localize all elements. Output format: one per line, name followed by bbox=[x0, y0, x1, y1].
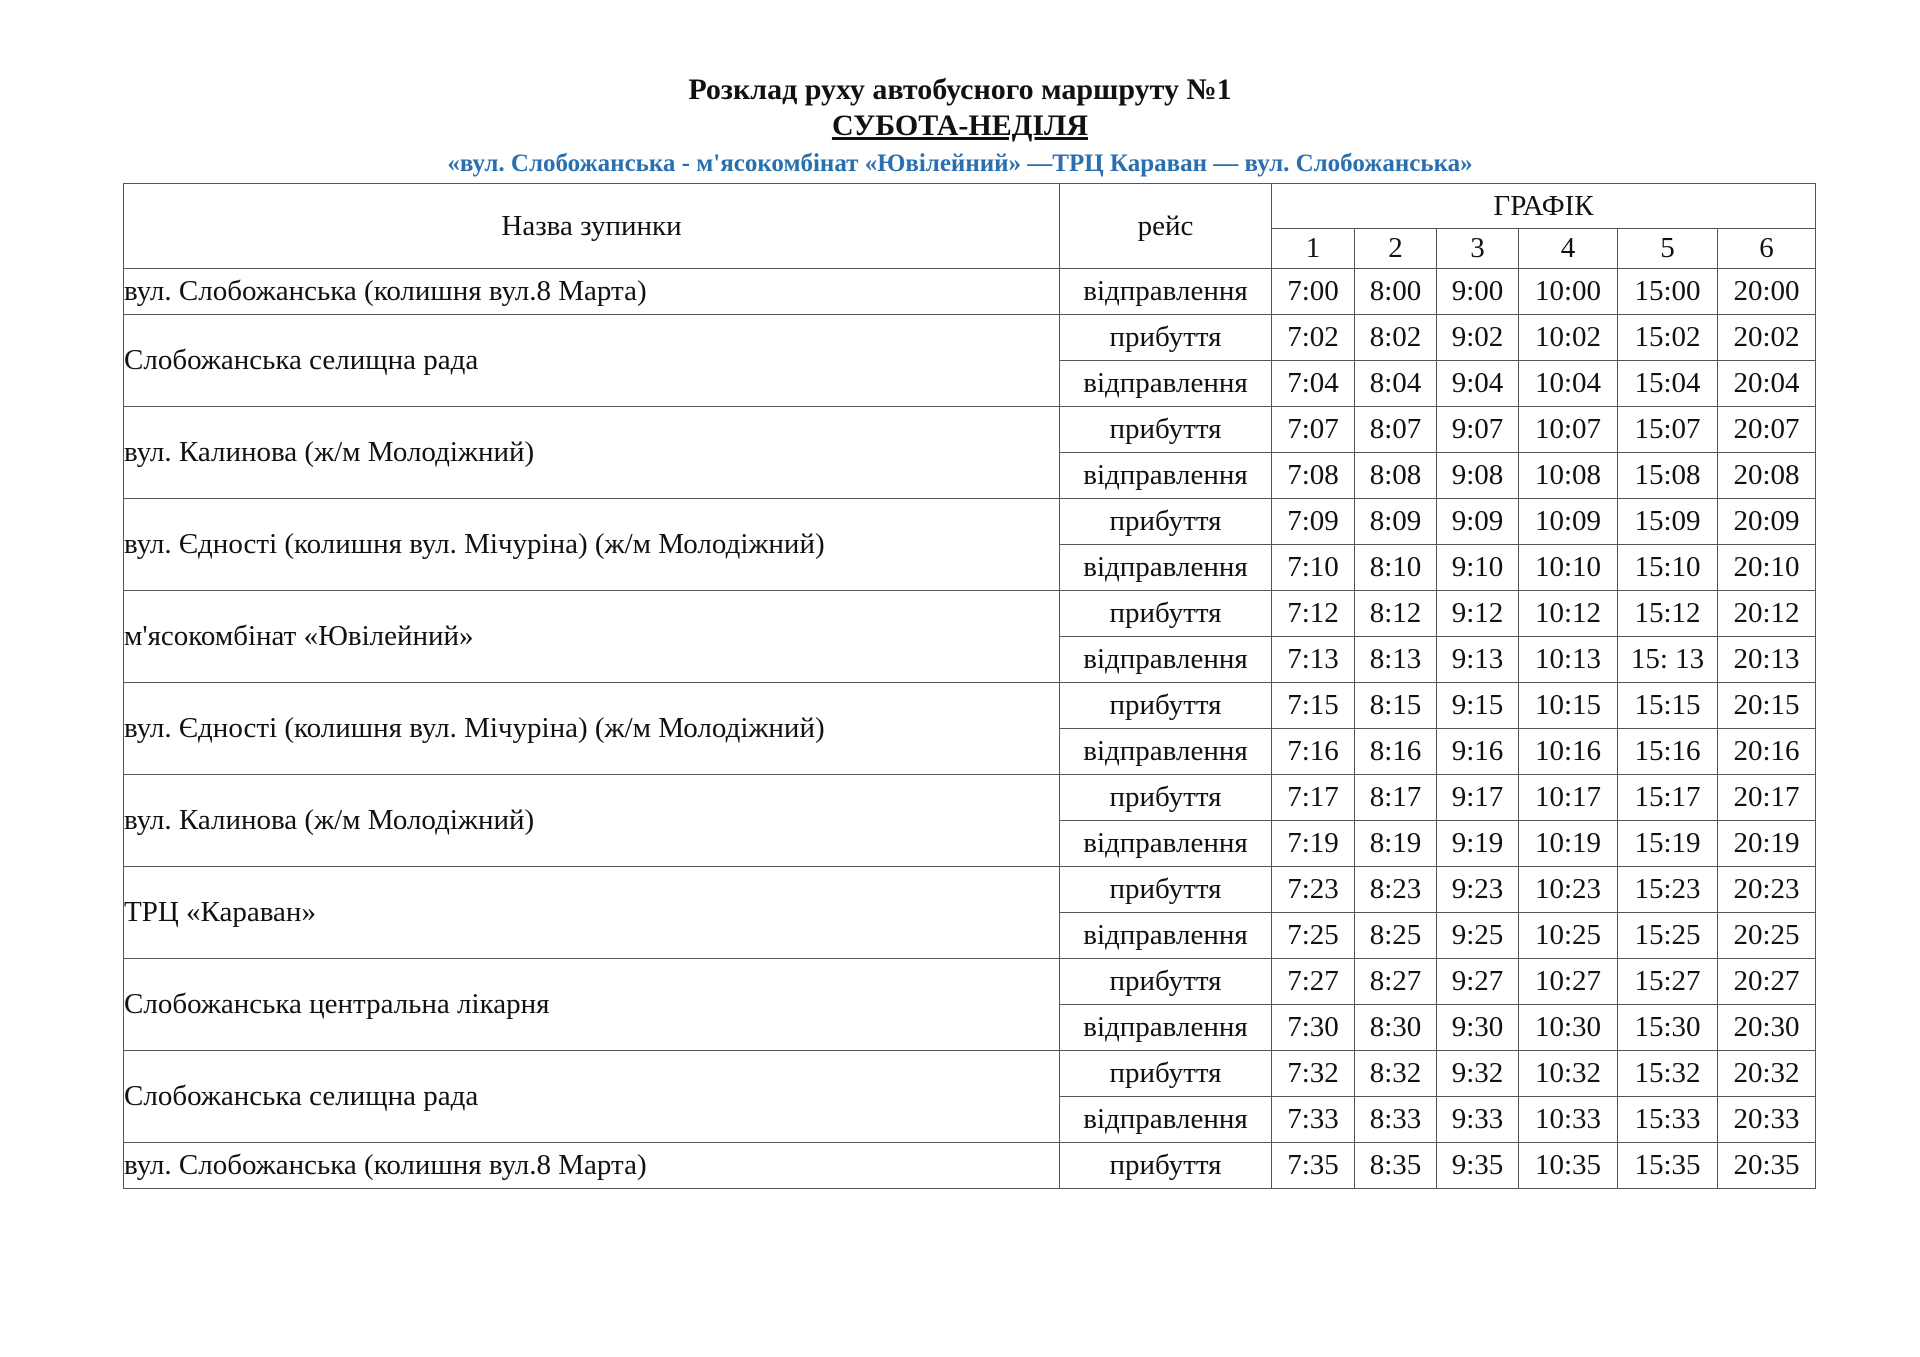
time-cell: 15:08 bbox=[1618, 453, 1718, 499]
time-cell: 10:12 bbox=[1519, 591, 1618, 637]
time-cell: 8:02 bbox=[1355, 315, 1437, 361]
time-cell: 7:23 bbox=[1272, 867, 1355, 913]
time-cell: 7:08 bbox=[1272, 453, 1355, 499]
time-cell: 20:07 bbox=[1718, 407, 1816, 453]
stop-name: ТРЦ «Караван» bbox=[124, 867, 1060, 959]
time-cell: 15:27 bbox=[1618, 959, 1718, 1005]
schedule-table bbox=[123, 183, 1816, 1189]
time-cell: 20:00 bbox=[1718, 269, 1816, 315]
table-row bbox=[124, 1143, 1816, 1189]
table-row bbox=[124, 407, 1816, 453]
time-cell: 20:12 bbox=[1718, 591, 1816, 637]
stop-name: м'ясокомбінат «Ювілейний» bbox=[124, 591, 1060, 683]
trip-type: прибуття bbox=[1060, 959, 1272, 1005]
time-cell: 8:33 bbox=[1355, 1097, 1437, 1143]
time-cell: 20:02 bbox=[1718, 315, 1816, 361]
time-cell: 20:17 bbox=[1718, 775, 1816, 821]
table-row bbox=[124, 775, 1816, 821]
time-cell: 8:10 bbox=[1355, 545, 1437, 591]
schedule-body bbox=[124, 269, 1816, 1189]
time-cell: 10:04 bbox=[1519, 361, 1618, 407]
trip-type: відправлення bbox=[1060, 453, 1272, 499]
table-row bbox=[124, 499, 1816, 545]
route-description: «вул. Слобожанська - м'ясокомбінат «Ювілейний» —ТРЦ Караван — вул. Слобожанська» bbox=[447, 150, 1473, 177]
trip-type: відправлення bbox=[1060, 821, 1272, 867]
time-cell: 8:27 bbox=[1355, 959, 1437, 1005]
header-stop-name: Назва зупинки bbox=[124, 184, 1060, 269]
time-cell: 9:32 bbox=[1437, 1051, 1519, 1097]
time-cell: 20:16 bbox=[1718, 729, 1816, 775]
time-cell: 7:16 bbox=[1272, 729, 1355, 775]
time-cell: 10:07 bbox=[1519, 407, 1618, 453]
time-cell: 9:30 bbox=[1437, 1005, 1519, 1051]
time-cell: 20:30 bbox=[1718, 1005, 1816, 1051]
trip-type: прибуття bbox=[1060, 683, 1272, 729]
time-cell: 10:16 bbox=[1519, 729, 1618, 775]
time-cell: 20:32 bbox=[1718, 1051, 1816, 1097]
stop-name: вул. Слобожанська (колишня вул.8 Марта) bbox=[124, 1143, 1060, 1189]
trip-type: відправлення bbox=[1060, 637, 1272, 683]
time-cell: 8:30 bbox=[1355, 1005, 1437, 1051]
time-cell: 9:19 bbox=[1437, 821, 1519, 867]
time-cell: 15:09 bbox=[1618, 499, 1718, 545]
time-cell: 15:35 bbox=[1618, 1143, 1718, 1189]
time-cell: 8:23 bbox=[1355, 867, 1437, 913]
time-cell: 10:33 bbox=[1519, 1097, 1618, 1143]
time-cell: 7:30 bbox=[1272, 1005, 1355, 1051]
document-subtitle: СУБОТА-НЕДІЛЯ bbox=[831, 109, 1089, 142]
time-cell: 7:33 bbox=[1272, 1097, 1355, 1143]
time-cell: 7:12 bbox=[1272, 591, 1355, 637]
trip-type: відправлення bbox=[1060, 545, 1272, 591]
trip-type: відправлення bbox=[1060, 1005, 1272, 1051]
time-cell: 15:12 bbox=[1618, 591, 1718, 637]
time-cell: 9:27 bbox=[1437, 959, 1519, 1005]
time-cell: 15:19 bbox=[1618, 821, 1718, 867]
trip-type: прибуття bbox=[1060, 867, 1272, 913]
time-cell: 15:02 bbox=[1618, 315, 1718, 361]
trip-type: прибуття bbox=[1060, 1143, 1272, 1189]
time-cell: 10:00 bbox=[1519, 269, 1618, 315]
time-cell: 8:16 bbox=[1355, 729, 1437, 775]
header-schedule-number: 3 bbox=[1437, 229, 1519, 269]
time-cell: 8:09 bbox=[1355, 499, 1437, 545]
time-cell: 7:09 bbox=[1272, 499, 1355, 545]
time-cell: 20:09 bbox=[1718, 499, 1816, 545]
stop-name: вул. Калинова (ж/м Молодіжний) bbox=[124, 775, 1060, 867]
time-cell: 10:25 bbox=[1519, 913, 1618, 959]
time-cell: 9:35 bbox=[1437, 1143, 1519, 1189]
time-cell: 8:19 bbox=[1355, 821, 1437, 867]
time-cell: 9:12 bbox=[1437, 591, 1519, 637]
trip-type: прибуття bbox=[1060, 591, 1272, 637]
time-cell: 9:17 bbox=[1437, 775, 1519, 821]
header-schedule: ГРАФІК bbox=[1272, 184, 1816, 229]
trip-type: відправлення bbox=[1060, 361, 1272, 407]
time-cell: 20:04 bbox=[1718, 361, 1816, 407]
header-schedule-number: 5 bbox=[1618, 229, 1718, 269]
time-cell: 10:27 bbox=[1519, 959, 1618, 1005]
time-cell: 10:19 bbox=[1519, 821, 1618, 867]
time-cell: 8:32 bbox=[1355, 1051, 1437, 1097]
table-row bbox=[124, 315, 1816, 361]
time-cell: 9:15 bbox=[1437, 683, 1519, 729]
time-cell: 20:35 bbox=[1718, 1143, 1816, 1189]
time-cell: 15:10 bbox=[1618, 545, 1718, 591]
time-cell: 8:00 bbox=[1355, 269, 1437, 315]
trip-type: прибуття bbox=[1060, 1051, 1272, 1097]
time-cell: 15:07 bbox=[1618, 407, 1718, 453]
trip-type: відправлення bbox=[1060, 1097, 1272, 1143]
document-title: Розклад руху автобусного маршруту №1 bbox=[688, 73, 1232, 106]
trip-type: прибуття bbox=[1060, 499, 1272, 545]
time-cell: 8:17 bbox=[1355, 775, 1437, 821]
time-cell: 20:08 bbox=[1718, 453, 1816, 499]
time-cell: 10:10 bbox=[1519, 545, 1618, 591]
time-cell: 15:17 bbox=[1618, 775, 1718, 821]
time-cell: 15:00 bbox=[1618, 269, 1718, 315]
trip-type: відправлення bbox=[1060, 269, 1272, 315]
time-cell: 20:19 bbox=[1718, 821, 1816, 867]
time-cell: 9:16 bbox=[1437, 729, 1519, 775]
time-cell: 7:27 bbox=[1272, 959, 1355, 1005]
table-row bbox=[124, 1051, 1816, 1097]
time-cell: 9:08 bbox=[1437, 453, 1519, 499]
trip-type: прибуття bbox=[1060, 315, 1272, 361]
time-cell: 15:04 bbox=[1618, 361, 1718, 407]
table-row bbox=[124, 867, 1816, 913]
time-cell: 10:02 bbox=[1519, 315, 1618, 361]
trip-type: прибуття bbox=[1060, 775, 1272, 821]
time-cell: 20:27 bbox=[1718, 959, 1816, 1005]
time-cell: 7:25 bbox=[1272, 913, 1355, 959]
time-cell: 10:30 bbox=[1519, 1005, 1618, 1051]
time-cell: 7:17 bbox=[1272, 775, 1355, 821]
trip-type: прибуття bbox=[1060, 407, 1272, 453]
time-cell: 20:10 bbox=[1718, 545, 1816, 591]
time-cell: 10:35 bbox=[1519, 1143, 1618, 1189]
stop-name: Слобожанська селищна рада bbox=[124, 1051, 1060, 1143]
time-cell: 8:15 bbox=[1355, 683, 1437, 729]
stop-name: вул. Слобожанська (колишня вул.8 Марта) bbox=[124, 269, 1060, 315]
time-cell: 15:30 bbox=[1618, 1005, 1718, 1051]
time-cell: 20:15 bbox=[1718, 683, 1816, 729]
time-cell: 10:32 bbox=[1519, 1051, 1618, 1097]
time-cell: 15:15 bbox=[1618, 683, 1718, 729]
trip-type: відправлення bbox=[1060, 913, 1272, 959]
time-cell: 10:09 bbox=[1519, 499, 1618, 545]
time-cell: 7:13 bbox=[1272, 637, 1355, 683]
time-cell: 15:16 bbox=[1618, 729, 1718, 775]
time-cell: 9:23 bbox=[1437, 867, 1519, 913]
time-cell: 9:25 bbox=[1437, 913, 1519, 959]
time-cell: 8:25 bbox=[1355, 913, 1437, 959]
header-trip: рейс bbox=[1060, 184, 1272, 269]
time-cell: 9:07 bbox=[1437, 407, 1519, 453]
table-row bbox=[124, 591, 1816, 637]
time-cell: 10:08 bbox=[1519, 453, 1618, 499]
time-cell: 7:19 bbox=[1272, 821, 1355, 867]
time-cell: 7:07 bbox=[1272, 407, 1355, 453]
stop-name: вул. Єдності (колишня вул. Мічуріна) (ж/м Молодіжний) bbox=[124, 499, 1060, 591]
time-cell: 7:02 bbox=[1272, 315, 1355, 361]
time-cell: 9:02 bbox=[1437, 315, 1519, 361]
header-schedule-number: 6 bbox=[1718, 229, 1816, 269]
time-cell: 8:13 bbox=[1355, 637, 1437, 683]
time-cell: 9:33 bbox=[1437, 1097, 1519, 1143]
table-row bbox=[124, 959, 1816, 1005]
time-cell: 9:09 bbox=[1437, 499, 1519, 545]
time-cell: 9:10 bbox=[1437, 545, 1519, 591]
time-cell: 9:04 bbox=[1437, 361, 1519, 407]
time-cell: 8:35 bbox=[1355, 1143, 1437, 1189]
time-cell: 20:23 bbox=[1718, 867, 1816, 913]
time-cell: 20:13 bbox=[1718, 637, 1816, 683]
time-cell: 20:33 bbox=[1718, 1097, 1816, 1143]
stop-name: вул. Єдності (колишня вул. Мічуріна) (ж/м Молодіжний) bbox=[124, 683, 1060, 775]
table-row bbox=[124, 269, 1816, 315]
time-cell: 8:12 bbox=[1355, 591, 1437, 637]
header-schedule-number: 2 bbox=[1355, 229, 1437, 269]
time-cell: 7:35 bbox=[1272, 1143, 1355, 1189]
time-cell: 15:23 bbox=[1618, 867, 1718, 913]
header-schedule-number: 4 bbox=[1519, 229, 1618, 269]
time-cell: 15:32 bbox=[1618, 1051, 1718, 1097]
time-cell: 15:33 bbox=[1618, 1097, 1718, 1143]
time-cell: 7:04 bbox=[1272, 361, 1355, 407]
time-cell: 7:00 bbox=[1272, 269, 1355, 315]
time-cell: 8:04 bbox=[1355, 361, 1437, 407]
stop-name: Слобожанська селищна рада bbox=[124, 315, 1060, 407]
time-cell: 10:15 bbox=[1519, 683, 1618, 729]
header-schedule-number: 1 bbox=[1272, 229, 1355, 269]
time-cell: 10:13 bbox=[1519, 637, 1618, 683]
time-cell: 7:10 bbox=[1272, 545, 1355, 591]
time-cell: 9:00 bbox=[1437, 269, 1519, 315]
time-cell: 8:08 bbox=[1355, 453, 1437, 499]
time-cell: 15:25 bbox=[1618, 913, 1718, 959]
time-cell: 8:07 bbox=[1355, 407, 1437, 453]
time-cell: 7:15 bbox=[1272, 683, 1355, 729]
trip-type: відправлення bbox=[1060, 729, 1272, 775]
time-cell: 20:25 bbox=[1718, 913, 1816, 959]
time-cell: 9:13 bbox=[1437, 637, 1519, 683]
time-cell: 15: 13 bbox=[1618, 637, 1718, 683]
time-cell: 7:32 bbox=[1272, 1051, 1355, 1097]
table-row bbox=[124, 683, 1816, 729]
stop-name: вул. Калинова (ж/м Молодіжний) bbox=[124, 407, 1060, 499]
stop-name: Слобожанська центральна лікарня bbox=[124, 959, 1060, 1051]
time-cell: 10:17 bbox=[1519, 775, 1618, 821]
time-cell: 10:23 bbox=[1519, 867, 1618, 913]
